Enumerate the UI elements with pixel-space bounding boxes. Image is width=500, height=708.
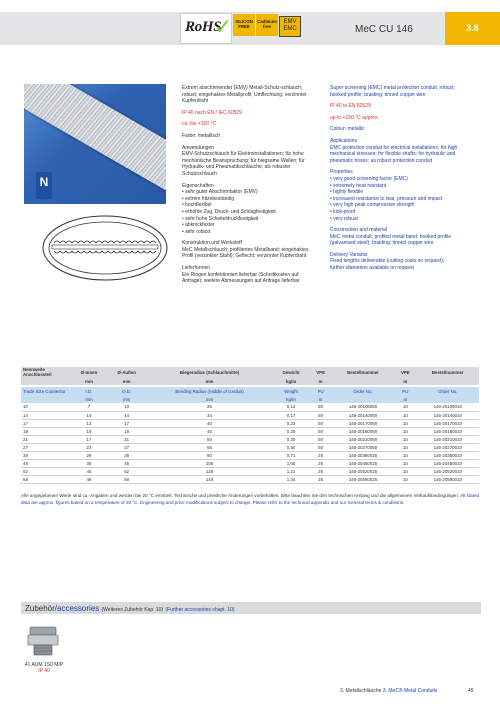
header-cell: kg/m [273, 395, 310, 403]
intro-text: Extrem abschirmender (EMV) Metall-Schutz-schlauch; robust; eingehaktes Metallprofil; Umflechtung: verzinnter Kupferdraht [182, 85, 307, 105]
table-cell: 10 [394, 411, 416, 419]
table-cell: 105 [146, 459, 272, 467]
table-cell: 10 [71, 411, 107, 419]
delivery-heading: Lieferformen [182, 265, 211, 272]
table-cell: 145-20270050 [332, 443, 394, 451]
header-cell: Biegeradius (Schlauchmitte) [146, 367, 272, 377]
delivery-text: Ein Ringen konfektioniert lieferbar (Schnittkosten auf Anfrage); weitere Abmessungen auf Anfrage lieferbar [182, 271, 300, 285]
table-cell: 45 [21, 459, 71, 467]
description-german [182, 85, 310, 290]
table-cell: 50 [309, 403, 331, 411]
table-cell: 17 [21, 419, 71, 427]
applications-text: EMC protection conduit for electrical installations; for high mechanical stresses; for flexible shafts; for hydraulic and pneumatic hoses; as robust protection conduit [330, 144, 458, 164]
table-body [21, 403, 479, 483]
table-cell: 50 [309, 427, 331, 435]
list-item: • increased resistance to tear, pressure and impact [330, 196, 458, 203]
colour: Colour: metallic [330, 126, 365, 133]
table-cell: 21 [21, 435, 71, 443]
table-row [21, 467, 479, 475]
table-cell: 145-20520010 [417, 467, 479, 475]
table-cell: 13 [71, 419, 107, 427]
table-row [21, 443, 479, 451]
header-cell: m [309, 395, 331, 403]
table-row [21, 451, 479, 459]
table-cell: 34 [146, 411, 272, 419]
header-cell: mm [107, 377, 146, 385]
note-english: All stated data are approx. figures based on a temperature of 20 °C. Engineering and price modifications subject to change. Please refer to the technical appendix and our General terms & conditions. [21, 493, 480, 505]
emv-badge: EMV EMC [279, 16, 301, 37]
table-cell: 10 [394, 403, 416, 411]
table-cell: 0,71 [273, 451, 310, 459]
table-cell: 58 [21, 475, 71, 483]
table-cell: 145-20210010 [417, 435, 479, 443]
table-cell: 25 [309, 467, 331, 475]
header-cell [21, 377, 71, 385]
table-row [21, 403, 479, 411]
header-cell: m [394, 395, 416, 403]
table-cell: 25 [309, 459, 331, 467]
table-row [21, 435, 479, 443]
table-cell: 145-20380025 [332, 451, 394, 459]
footer-en: 3. MeC® Metal Conduits [382, 688, 438, 694]
table-cell: 145-20140050 [332, 411, 394, 419]
table-cell: 38 [21, 451, 71, 459]
table-cell: 10 [394, 459, 416, 467]
page-footer [340, 688, 437, 694]
applications-heading: Anwendungen [182, 144, 214, 151]
properties-list [330, 176, 458, 222]
table-cell: 14 [21, 411, 71, 419]
list-item: • extremely heat resistant [330, 183, 458, 190]
table-units-de [21, 377, 479, 385]
table-row [21, 427, 479, 435]
applications-heading: Applications [330, 137, 357, 144]
cadmium-free-badge: Cadmium free [256, 14, 278, 36]
table-cell: 45 [107, 459, 146, 467]
table-cell: 21 [107, 435, 146, 443]
table-cell: 140 [146, 475, 272, 483]
footnotes [21, 493, 481, 506]
table-cell: 145-20580010 [417, 475, 479, 483]
table-cell: 28 [71, 451, 107, 459]
table-cell: 27 [107, 443, 146, 451]
list-item: • extrem hitzebeständig [182, 196, 310, 203]
list-item: • sehr guter Abschirmfaktor (EMV) [182, 189, 310, 196]
table-cell: 145-20520025 [332, 467, 394, 475]
table-cell: 0,17 [273, 411, 310, 419]
header-cell: mm [107, 395, 146, 403]
connector-image [22, 623, 64, 659]
delivery-heading: Delivery Variants [330, 251, 368, 258]
accessories-sub-de: (Weiteres Zubehör Kap. 10) [101, 607, 164, 613]
table-cell: 38 [107, 451, 146, 459]
table-units-en [21, 395, 479, 403]
construction-text: MeC Metallschlauch; profiliertes Metallband: eingehaktes Profil (verzinkter Stahl); Geflecht: verzinnter Kupferdraht [182, 246, 309, 260]
table-header-de [21, 367, 479, 377]
table-cell: 10 [394, 467, 416, 475]
table-cell: 40 [146, 419, 272, 427]
header-cell [332, 395, 394, 403]
table-cell: 48 [71, 475, 107, 483]
table-cell: 145-20210050 [332, 435, 394, 443]
table-cell: 52 [21, 467, 71, 475]
list-item: • sehr hohe Scheiteldruckfestigkeit [182, 216, 310, 223]
brand-logo: N [36, 172, 52, 199]
table-cell: 145-20450025 [332, 459, 394, 467]
footer-de: 3. Metallschläuche [340, 688, 382, 694]
header-cell: m [309, 377, 331, 385]
note-german: Alle angegebenen Werte sind ca.-Angaben und werden bei 20 °C ermittelt. Technische und preisliche Änderungen vorbehalten. Bitte beachten Sie den technischen Anhang und die allgemeinen Verkaufsbedingungen. [21, 493, 460, 498]
table-cell: 25 [309, 451, 331, 459]
ip-rating: IP 40 nach EN / IEC 60529 [182, 109, 242, 116]
header-cell: Ø-Innen [71, 367, 107, 377]
delivery-text: Fixed lengths deliverable (cutting costs on request); further diameters available on request [330, 258, 445, 272]
table-cell: 145-20580025 [332, 475, 394, 483]
header-cell: mm [71, 395, 107, 403]
header-cell: Order No. [417, 387, 479, 395]
table-cell: 0,12 [273, 403, 310, 411]
table-cell: 10 [21, 403, 71, 411]
table-cell: 17 [71, 435, 107, 443]
header-cell: Bending Radius (middle of conduit) [146, 387, 272, 395]
table-cell: 145-20106010 [417, 403, 479, 411]
table-row [21, 411, 479, 419]
header-cell: Gewicht [273, 367, 310, 377]
checkmark-icon: ✓ [214, 15, 233, 40]
table-cell: 18 [107, 427, 146, 435]
table-cell: 25 [309, 475, 331, 483]
header-cell: VPE [394, 367, 416, 377]
table-row [21, 419, 479, 427]
table-cell: 17 [107, 419, 146, 427]
table-cell: 50 [309, 443, 331, 451]
table-cell: 145-20270010 [417, 443, 479, 451]
table-cell: 10 [394, 475, 416, 483]
table-cell: 10 [394, 419, 416, 427]
silicon-free-badge: SILICON FREE [233, 14, 255, 36]
header-cell [417, 395, 479, 403]
table-cell: 0,23 [273, 419, 310, 427]
header-cell: Ø-Außen [107, 367, 146, 377]
table-cell: 25 [146, 403, 272, 411]
table-cell: 10 [394, 435, 416, 443]
table-cell: 145-20170010 [417, 419, 479, 427]
accessories-title [25, 604, 235, 613]
table-cell: 50 [309, 419, 331, 427]
table-cell: 145-20170050 [332, 419, 394, 427]
header-cell: VPE [309, 367, 331, 377]
construction-text: MeC metal conduit; profiled metal band: hooked profile (galvanised steel); braiding: tinned copper wire [330, 233, 452, 247]
header-cell: Nennweite Anschlussteil [21, 367, 71, 377]
table-cell: 50 [309, 411, 331, 419]
header-cell [332, 377, 394, 385]
profile-diagram [40, 212, 170, 284]
table-row [21, 459, 479, 467]
rohs-text: RoHS [185, 19, 222, 35]
list-item: • very good screening factor (EMC) [330, 176, 458, 183]
list-item: • hochflexibel [182, 202, 310, 209]
accessories-title-en: accessories [57, 604, 100, 613]
temperature: ca. bis +150 °C [182, 121, 217, 128]
table-cell: 22 [71, 443, 107, 451]
table-cell: 7 [71, 403, 107, 411]
table-cell: 58 [107, 475, 146, 483]
header-cell: PU [394, 387, 416, 395]
table-cell: 27 [21, 443, 71, 451]
rohs-logo [180, 13, 232, 44]
table-cell: 145-20380010 [417, 451, 479, 459]
table-cell: 1,00 [273, 459, 310, 467]
properties-list [182, 189, 310, 235]
table-cell: 0,25 [273, 427, 310, 435]
section-number: 3.8 [445, 12, 500, 45]
table-cell: 50 [146, 435, 272, 443]
table-cell: 10 [394, 451, 416, 459]
table-cell: 145-20180050 [332, 427, 394, 435]
table-cell: 10 [394, 427, 416, 435]
header-cell: O.D. [107, 387, 146, 395]
list-item: • very high peak compressive strength [330, 202, 458, 209]
accessory-name: 41 AUM 1S0 M/P [24, 662, 64, 668]
table-row [21, 475, 479, 483]
list-item: • abknickfester [182, 222, 310, 229]
accessory-item [20, 662, 68, 674]
accessories-title-de: Zubehör/ [25, 604, 58, 613]
table-cell: 145-20106050 [332, 403, 394, 411]
header-cell: Bestellnummer [332, 367, 394, 377]
page-number: 49 [468, 688, 474, 694]
header-cell: PU [309, 387, 331, 395]
table-cell: 52 [107, 467, 146, 475]
header-cell [21, 395, 71, 403]
list-item: • sehr robust [182, 229, 310, 236]
header-cell: mm [146, 377, 272, 385]
table-cell: 45 [146, 427, 272, 435]
header-cell: Trade Size Connector [21, 387, 71, 395]
table-cell: 50 [309, 435, 331, 443]
table-cell: 80 [146, 451, 272, 459]
construction-heading: Construction and material [330, 227, 387, 234]
table-cell: 15 [71, 427, 107, 435]
table-cell: 18 [21, 427, 71, 435]
table-cell: 145-20450010 [417, 459, 479, 467]
header-cell: Order No. [332, 387, 394, 395]
header-cell: Weight [273, 387, 310, 395]
table-cell: 1,34 [273, 475, 310, 483]
header-cell: mm [71, 377, 107, 385]
colour: Farbe: metallisch [182, 132, 221, 139]
table-cell: 1,21 [273, 467, 310, 475]
accessory-ip: IP 40 [38, 668, 50, 674]
table-cell: 145-20180010 [417, 427, 479, 435]
table-cell: 45 [71, 467, 107, 475]
table-cell: 0,30 [273, 435, 310, 443]
applications-text: EMV-Schutzschlauch für Elektroinstallationen; für hohe mechanische Beanspruchung; für biegsame Wellen; für Hydraulik- und Pneumatikschläuche; als robuster Schutzschlauch [182, 151, 305, 177]
header-cell: mm [146, 395, 272, 403]
description-english [330, 85, 458, 277]
list-item: • erhöhte Zug, Druck- und Schlagfestigkeit [182, 209, 310, 216]
table-cell: 65 [146, 443, 272, 451]
header-cell: m [394, 377, 416, 385]
temperature: up to +150 °C approx. [330, 114, 379, 121]
accessories-sub-en: (Further accessories chapt. 10) [165, 607, 235, 613]
header-cell: I.D. [71, 387, 107, 395]
list-item: • kink-proof [330, 209, 458, 216]
header-cell: Bestellnummer [417, 367, 479, 377]
table-header-en [21, 387, 479, 395]
product-name: MeC CU 146 [355, 24, 413, 35]
table-cell: 0,50 [273, 443, 310, 451]
table-cell: 10 [107, 403, 146, 411]
table-cell: 10 [394, 443, 416, 451]
list-item: • highly flexible [330, 189, 458, 196]
table-cell: 125 [146, 467, 272, 475]
table-cell: 14 [107, 411, 146, 419]
properties-heading: Eigenschaften [182, 182, 214, 189]
table-cell: 145-20140010 [417, 411, 479, 419]
list-item: • very robust [330, 216, 458, 223]
properties-heading: Properties [330, 169, 353, 176]
page-header [0, 0, 500, 50]
header-cell: kg/m [273, 377, 310, 385]
construction-heading: Konstruktion und Werkstoff [182, 240, 242, 247]
header-cell [417, 377, 479, 385]
intro-text: Super screening (EMC) metal protection conduit; robust; hooked profile; braiding: tinned copper wire [330, 85, 455, 98]
table-cell: 35 [71, 459, 107, 467]
ip-rating: IP 40 to EN 60529 [330, 103, 371, 110]
spec-table [21, 367, 479, 484]
